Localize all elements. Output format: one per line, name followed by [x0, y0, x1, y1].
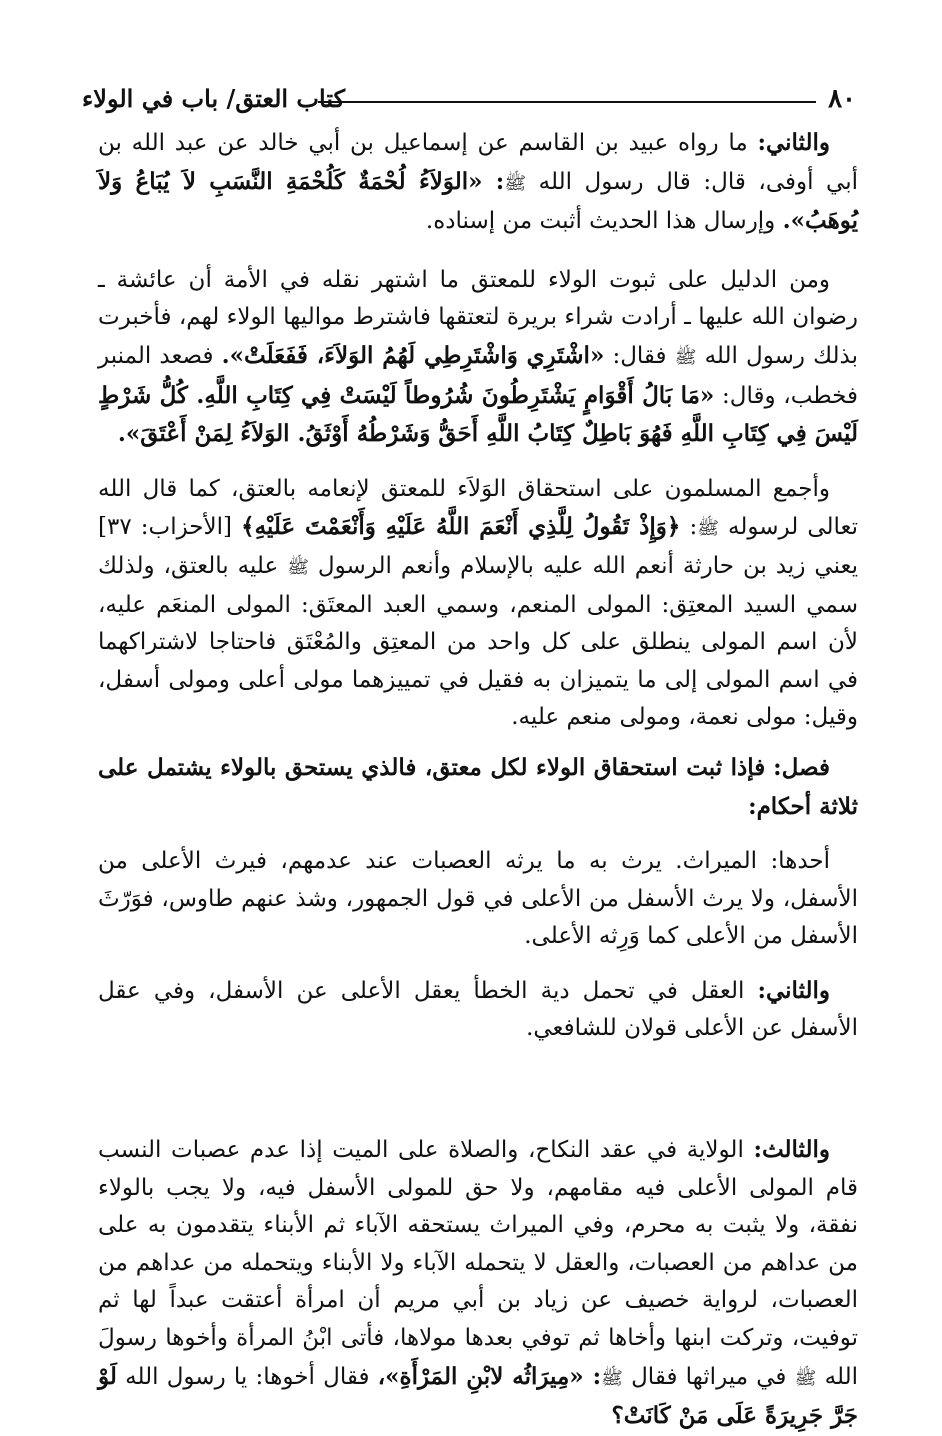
paragraph-text: الولاية في عقد النكاح، والصلاة على الميت إذا عدم عصبات النسب قام المولى الأعلى فيه مقامهم، ولا حق للمولى الأسفل فيه، ولا يجب بالولاء نفقة، ولا يثبت به محرم، وفي الميراث يستحقه الآباء ثم الأبناء يتقدمون به على من عداهم من العصبات، والعقل لا يتحمله الآباء ولا الأبناء ويتحمله من عداهم من العصبات، لرواية خصيف عن زياد بن أبي مريم أن امرأة أعتقت عبداً لها ثم توفيت، وتركت ابنها وأخاها ثم توفي بعدها مولاها، فأتى ابْنُ المرأة وأخوها رسولَ الله [98, 1137, 858, 1390]
running-title: كتاب العتق/ باب في الولاء [82, 84, 345, 113]
paragraph-text: الميراث. يرث به ما يرثه العصبات عند عدمهم، فيرث الأعلى من الأسفل، ولا يرث الأسفل من الأعلى في قول الجمهور، وشذ عنهم طاوس، فوَرّثَ الأسفل من الأعلى كما وَرِثه الأعلى. [98, 848, 858, 950]
paragraph-lead: فصل: [773, 753, 830, 781]
paragraph-lead: والثالث: [753, 1136, 830, 1164]
honorific-glyph: ﷺ [674, 346, 697, 368]
header-rule [318, 101, 816, 103]
paragraph [98, 1131, 858, 1436]
hadith-quote: «اشْتَرِي وَاشْتَرِطِي لَهُمُ الوَلاَءَ، فَفَعَلَتْ». [221, 341, 605, 369]
honorific-glyph: ﷺ [697, 518, 719, 540]
paragraph-text: وأجمع المسلمون على استحقاق الوَلاَء للمعتق لإنعامه بالعتق، كما قال الله تعالى لرسوله [98, 475, 859, 541]
paragraph-text: فصعد المنبر فخطب، وقال: [98, 342, 858, 409]
honorific-glyph: ﷺ [794, 1367, 817, 1389]
paragraph-text: وإرسال هذا الحديث أثبت من إسناده. [425, 208, 776, 235]
paragraph [98, 124, 858, 241]
paragraph-text: ما رواه عبيد بن القاسم عن إسماعيل بن أبي خالد عن عبد الله بن أبي أوفى، قال: قال رسول الله [98, 130, 859, 195]
page-number: ٨٠ [828, 84, 856, 114]
honorific-glyph: ﷺ [601, 1367, 623, 1389]
page-header [82, 84, 856, 118]
paragraph [98, 843, 858, 956]
paragraph-text: فقال أخوها: يا رسول الله [125, 1363, 370, 1390]
paragraph-text: عليه بالعتق، ولذلك سمي السيد المعتِق: المولى المنعم، وسمي العبد المعتَق: المولى المنعَم عليه، لأن اسم المولى ينطلق على كل واحد من المعتِق والمُعْتَق فاحتاجا لاشتراكهما في اسم المولى إلى ما يتميزان به فقيل في تمييزهما مولى أعلى ومولى أسفل، وقيل: مولى نعمة، ومولى منعم عليه. [98, 552, 858, 731]
honorific-glyph: ﷺ [504, 172, 527, 194]
paragraph [98, 471, 858, 737]
hadith-quote: : «مِيرَاثُه لابْنِ المَرْأَةِ»، [377, 1362, 602, 1390]
body-text [98, 124, 858, 1436]
paragraph [98, 749, 858, 826]
paragraph-lead: والثاني: [757, 976, 831, 1004]
quran-verse: ﴿وَإِذْ تَقُولُ لِلَّذِي أَنْعَمَ اللَّهُ عَلَيْهِ وَأَنْعَمْتَ عَلَيْهِ﴾ [241, 513, 681, 541]
hadith-quote: : «الوَلاَءُ لُحْمَةٌ كَلُحْمَةِ النَّسَبِ لاَ يُبَاعُ وَلاَ يُوهَبُ». [98, 167, 858, 235]
hadith-quote: لَوْ جَرَّ جَرِيرَةً عَلَى مَنْ كَانَتْ؟ [98, 1362, 858, 1430]
paragraph-text: فقال: [612, 342, 667, 369]
paragraph [98, 262, 858, 454]
paragraph-text: العقل في تحمل دية الخطأ يعقل الأعلى عن الأسفل، وفي عقل الأسفل عن الأعلى قولان للشافعي. [98, 977, 858, 1042]
paragraph-lead: أحدها: [770, 848, 831, 875]
honorific-glyph: ﷺ [287, 556, 309, 578]
paragraph-text: : [689, 514, 698, 541]
hadith-quote: «مَا بَالُ أَقْوَامٍ يَشْتَرِطُونَ شُرُوطاً لَيْسَتْ فِي كِتَابِ اللَّهِ. كُلُّ شَرْطٍ لَيْسَ فِي كِتَابِ اللَّهِ فَهُوَ بَاطِلٌ كِتَابُ اللَّهِ أَحَقُّ وَشَرْطُهُ أَوْثَقُ. الوَلاَءُ لِمَنْ أَعْتَقَ». [98, 381, 858, 448]
paragraph-text: ومن الدليل على ثبوت الولاء للمعتق ما اشتهر نقله في الأمة أن عائشة ـ رضوان الله عليها ـ أرادت شراء بريرة لتعتقها فاشترط مواليها الولاء لهم، فأخبرت بذلك رسول الله [98, 266, 858, 369]
paragraph [98, 972, 858, 1048]
paragraph-text: فإذا ثبت استحقاق الولاء لكل معتق، فالذي يستحق بالولاء يشتمل على ثلاثة أحكام: [98, 753, 858, 820]
paragraph-text: في ميراثها فقال [631, 1363, 787, 1390]
paragraph-text: [الأحزاب: ٣٧] يعني زيد بن حارثة أنعم الله عليه بالإسلام وأنعم الرسول [98, 514, 859, 579]
paragraph-lead: والثاني: [757, 129, 830, 156]
